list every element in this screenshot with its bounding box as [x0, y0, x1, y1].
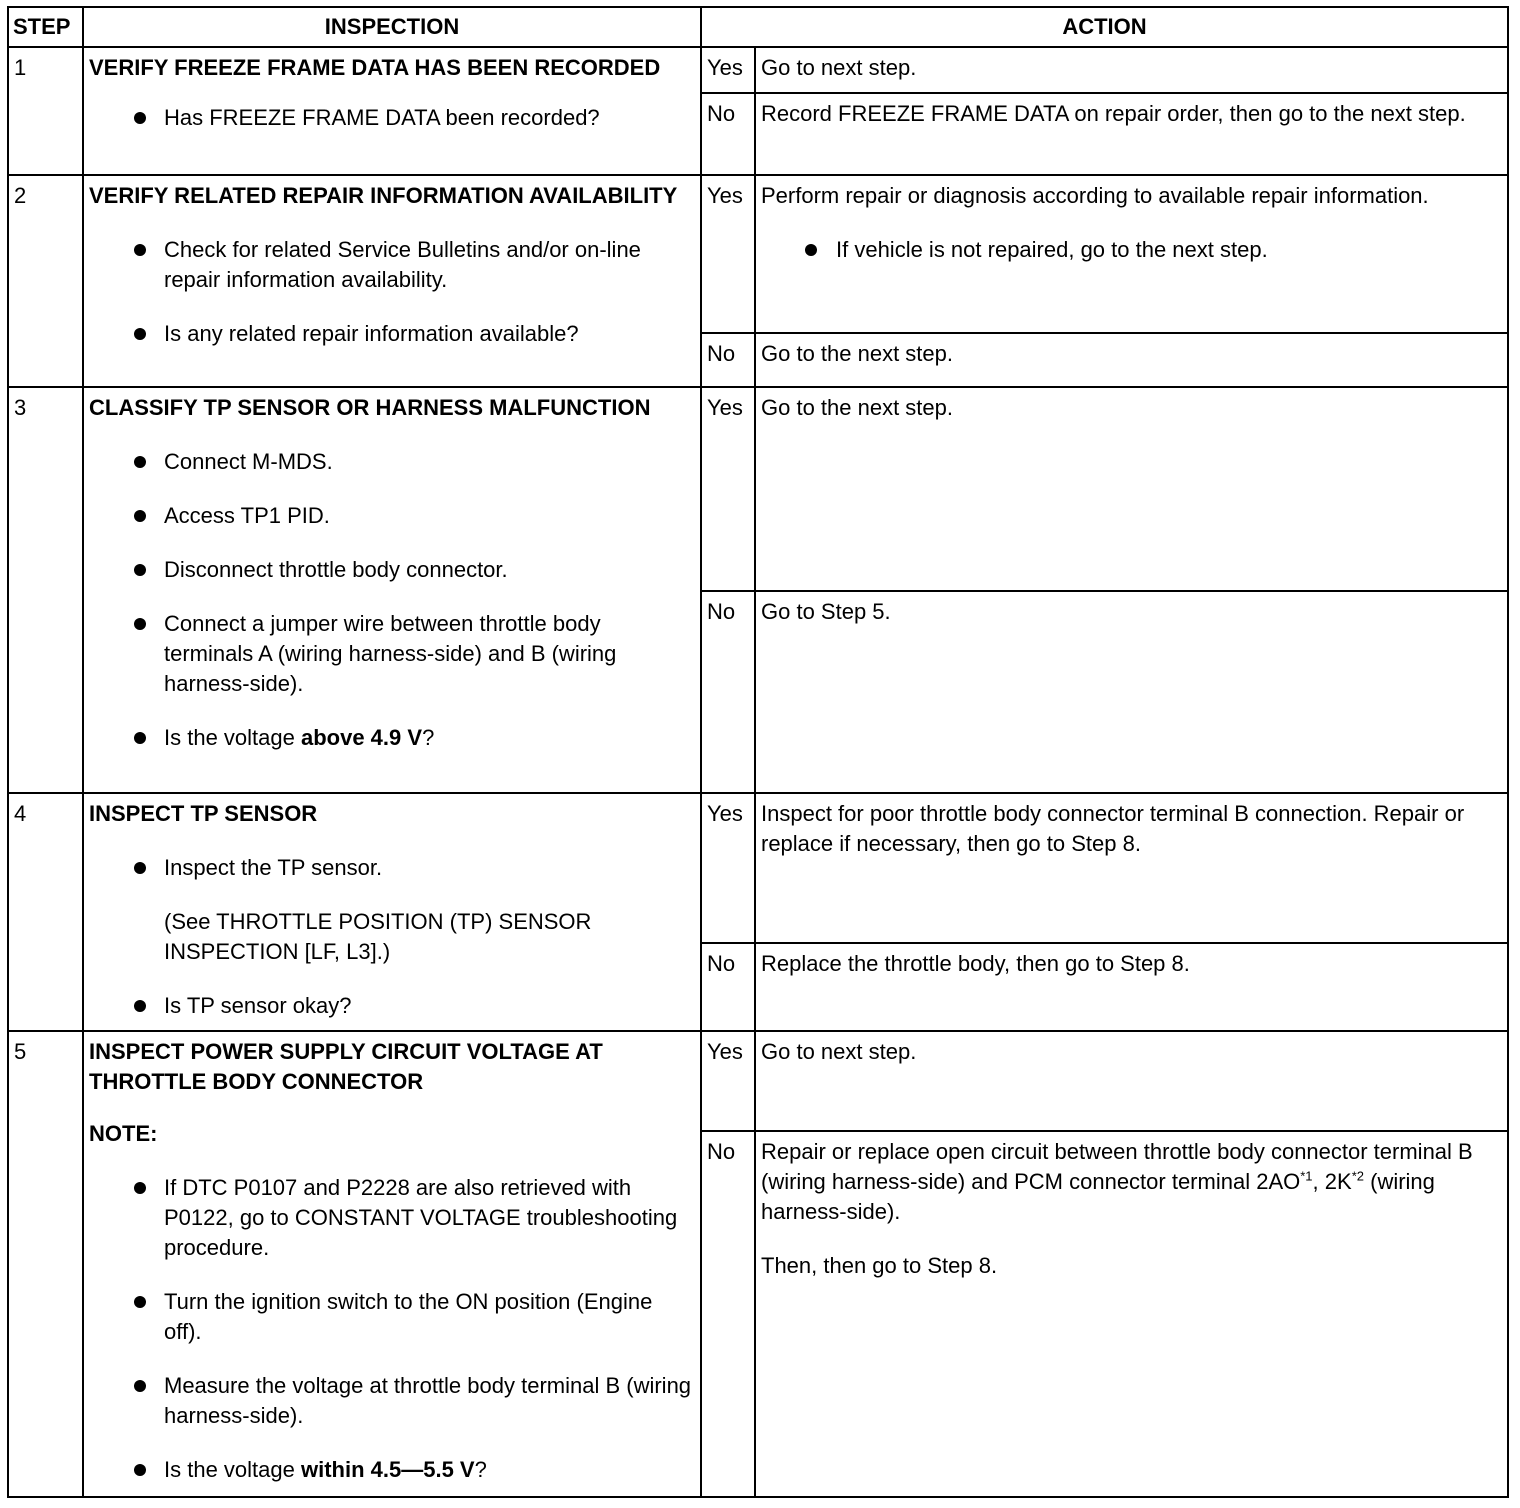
bullet-list [89, 991, 695, 1021]
no-action: Repair or replace open circuit between throttle body connector terminal B (wiring harness-side) and PCM connector terminal 2AO$^{*1}$, $2K^{*2}$ (wiring harness-side). [761, 1139, 1473, 1224]
header-action: ACTION [701, 7, 1508, 47]
bullet-icon [134, 1380, 146, 1392]
yes-action: Inspect for poor throttle body connector terminal B connection. Repair or replace if necessary, then go to Step 8. [755, 793, 1508, 943]
bullet-icon [134, 456, 146, 468]
header-step: STEP [8, 7, 83, 47]
no-action: Go to the next step. [755, 333, 1508, 387]
bullet-icon [134, 862, 146, 874]
bullet-icon [134, 618, 146, 630]
header-row [8, 7, 1508, 47]
yes-action: Perform repair or diagnosis according to available repair information. [761, 183, 1429, 208]
list-item: If vehicle is not repaired, go to the next step. [761, 235, 1502, 265]
step-title: VERIFY RELATED REPAIR INFORMATION AVAILABILITY [89, 183, 678, 208]
no-action: Go to Step 5. [755, 591, 1508, 793]
step-3-yes-row [8, 387, 1508, 591]
step-2-yes-row [8, 175, 1508, 333]
yes-label: Yes [701, 47, 755, 93]
list-item: Is TP sensor okay? [89, 991, 695, 1021]
list-item: Connect a jumper wire between throttle body terminals A (wiring harness-side) and B (wiring harness-side). [89, 609, 695, 699]
step-inspection [83, 47, 701, 175]
no-label: No [701, 591, 755, 793]
list-item: Is the voltage within 4.5—5.5 V? [89, 1455, 695, 1485]
step-5-yes-row [8, 1031, 1508, 1131]
bullet-icon [134, 244, 146, 256]
list-item: Measure the voltage at throttle body terminal B (wiring harness-side). [89, 1371, 695, 1431]
no-action: Record FREEZE FRAME DATA on repair order, then go to the next step. [755, 93, 1508, 175]
bullet-list [89, 853, 695, 883]
step-number: 2 [8, 175, 83, 387]
no-label: No [701, 943, 755, 1031]
step-inspection [83, 387, 701, 793]
no-action-followup: Then, then go to Step 8. [761, 1253, 998, 1278]
step-number: 1 [8, 47, 83, 175]
bullet-icon [134, 112, 146, 124]
step-title: INSPECT POWER SUPPLY CIRCUIT VOLTAGE AT THROTTLE BODY CONNECTOR [89, 1039, 603, 1094]
bullet-icon [134, 1296, 146, 1308]
no-action-cell [755, 1131, 1508, 1497]
bullet-icon [805, 244, 817, 256]
yes-label: Yes [701, 175, 755, 333]
list-item: If DTC P0107 and P2228 are also retrieved with P0122, go to CONSTANT VOLTAGE troubleshooting procedure. [89, 1173, 695, 1263]
no-label: No [701, 333, 755, 387]
header-inspection: INSPECTION [83, 7, 701, 47]
step-title: VERIFY FREEZE FRAME DATA HAS BEEN RECORDED [89, 55, 661, 80]
bullet-list [89, 103, 695, 133]
bullet-icon [134, 1464, 146, 1476]
list-item: Disconnect throttle body connector. [89, 555, 695, 585]
bullet-icon [134, 328, 146, 340]
step-4-yes-row [8, 793, 1508, 943]
bullet-icon [134, 1182, 146, 1194]
bullet-icon [134, 732, 146, 744]
yes-label: Yes [701, 793, 755, 943]
yes-label: Yes [701, 387, 755, 591]
bullet-icon [134, 564, 146, 576]
list-item: Connect M-MDS. [89, 447, 695, 477]
step-inspection [83, 793, 701, 1031]
yes-action: Go to next step. [755, 47, 1508, 93]
step-number: 3 [8, 387, 83, 793]
step-inspection [83, 1031, 701, 1497]
yes-action: Go to the next step. [755, 387, 1508, 591]
bullet-icon [134, 1000, 146, 1012]
diagnostic-procedure-table [7, 6, 1509, 1498]
bullet-list [761, 235, 1502, 265]
list-item: Inspect the TP sensor. [89, 853, 695, 883]
step-inspection [83, 175, 701, 387]
step-number: 5 [8, 1031, 83, 1497]
no-action: Replace the throttle body, then go to Step 8. [755, 943, 1508, 1031]
bullet-list [89, 235, 695, 349]
yes-label: Yes [701, 1031, 755, 1131]
step-1-yes-row [8, 47, 1508, 93]
list-item: Is any related repair information available? [89, 319, 695, 349]
note-label: NOTE: [89, 1121, 158, 1146]
no-label: No [701, 1131, 755, 1497]
yes-action: Go to next step. [755, 1031, 1508, 1131]
bullet-list [89, 1173, 695, 1485]
step-title: CLASSIFY TP SENSOR OR HARNESS MALFUNCTION [89, 395, 651, 420]
list-item: Access TP1 PID. [89, 501, 695, 531]
no-label: No [701, 93, 755, 175]
list-item: Check for related Service Bulletins and/or on-line repair information availability. [89, 235, 695, 295]
step-title: INSPECT TP SENSOR [89, 801, 318, 826]
bullet-icon [134, 510, 146, 522]
step-number: 4 [8, 793, 83, 1031]
list-item: Has FREEZE FRAME DATA been recorded? [89, 103, 695, 133]
list-item: Is the voltage above 4.9 V? [89, 723, 695, 753]
reference-note: (See THROTTLE POSITION (TP) SENSOR INSPECTION [LF, L3].) [164, 909, 592, 964]
list-item: Turn the ignition switch to the ON position (Engine off). [89, 1287, 695, 1347]
bullet-list [89, 447, 695, 753]
yes-action-cell [755, 175, 1508, 333]
